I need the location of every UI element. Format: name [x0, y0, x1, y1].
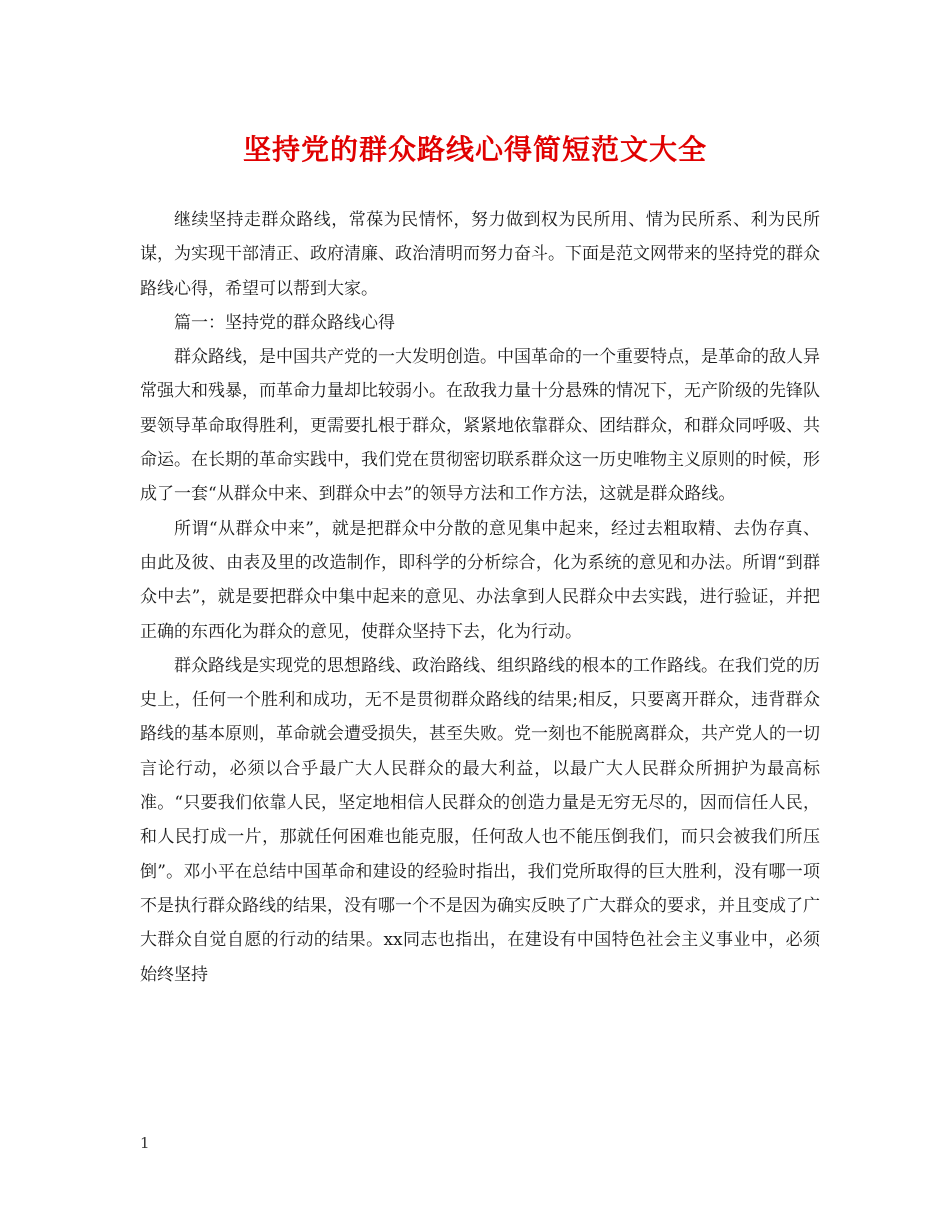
document-title: 坚持党的群众路线心得简短范文大全: [242, 133, 707, 166]
section-heading: 篇一：坚持党的群众路线心得: [174, 312, 395, 333]
document-body: [140, 203, 820, 992]
body-paragraph: 群众路线是实现党的思想路线、政治路线、组织路线的根本的工作路线。在我们党的历史上，任何一个胜利和成功，无不是贯彻群众路线的结果;相反，只要离开群众，违背群众路线的基本原则，革命就会遭受损失，甚至失败。党一刻也不能脱离群众，共产党人的一切言论行动，必须以合乎最广大人民群众的最大利益，以最广大人民群众所拥护为最高标准。“只要我们依靠人民，坚定地相信人民群众的创造力量是无穷无尽的，因而信任人民，和人民打成一片，那就任何困难也能克服，任何敌人也不能压倒我们，而只会被我们所压倒”。邓小平在总结中国革命和建设的经验时指出，我们党所取得的巨大胜利，没有哪一项不是执行群众路线的结果，没有哪一个不是因为确实反映了广大群众的要求，并且变成了广大群众自觉自愿的行动的结果。xx同志也指出，在建设有中国特色社会主义事业中，必须始终坚持: [140, 655, 820, 985]
body-paragraph: 群众路线，是中国共产党的一大发明创造。中国革命的一个重要特点，是革命的敌人异常强大和残暴，而革命力量却比较弱小。在敌我力量十分悬殊的情况下，无产阶级的先锋队要领导革命取得胜利，更需要扎根于群众，紧紧地依靠群众、团结群众，和群众同呼吸、共命运。在长期的革命实践中，我们党在贯彻密切联系群众这一历史唯物主义原则的时候，形成了一套“从群众中来、到群众中去”的领导方法和工作方法，这就是群众路线。: [140, 347, 820, 505]
intro-paragraph: 继续坚持走群众路线，常葆为民情怀，努力做到权为民所用、情为民所系、利为民所谋，为实现干部清正、政府清廉、政治清明而努力奋斗。下面是范文网带来的坚持党的群众路线心得，希望可以帮到大家。: [140, 210, 820, 299]
body-paragraph: 所谓“从群众中来”，就是把群众中分散的意见集中起来，经过去粗取精、去伪存真、由此及彼、由表及里的改造制作，即科学的分析综合，化为系统的意见和办法。所谓“到群众中去”，就是要把群众中集中起来的意见、办法拿到人民群众中去实践，进行验证，并把正确的东西化为群众的意见，使群众坚持下去，化为行动。: [140, 518, 820, 642]
page-number: 1: [140, 1134, 150, 1152]
